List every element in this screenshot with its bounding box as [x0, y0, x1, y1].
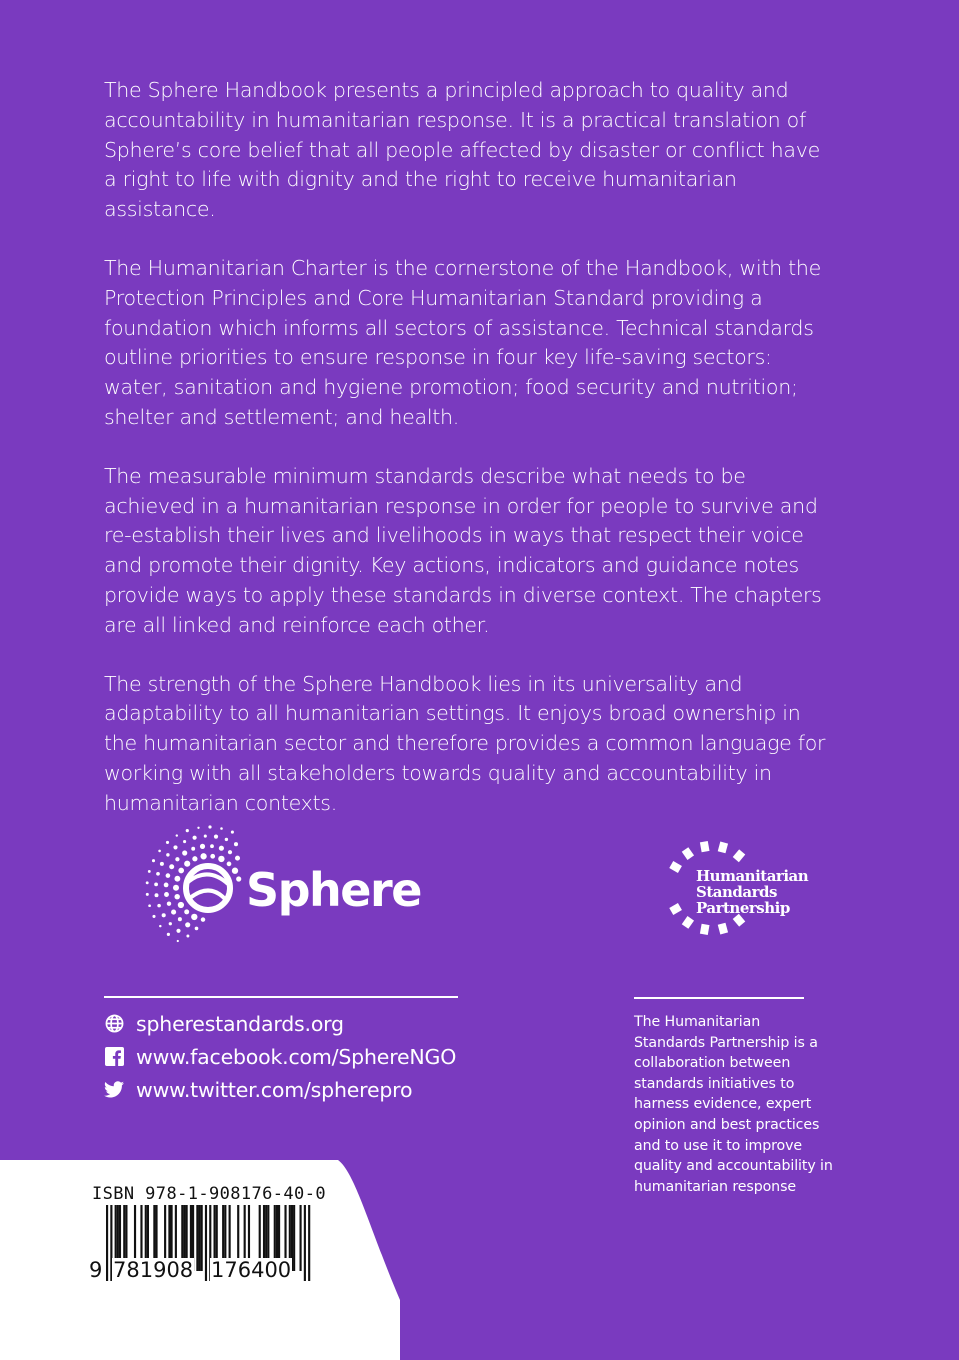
sphere-dot [227, 862, 232, 867]
sphere-dot [236, 876, 241, 881]
sphere-dot [175, 857, 179, 861]
sphere-dot [176, 834, 178, 836]
hsp-ring-mark [700, 924, 710, 935]
sphere-dot [148, 870, 151, 873]
sphere-dot [204, 835, 207, 838]
hsp-logo-line2: Standards [696, 883, 777, 901]
sphere-dot [197, 827, 199, 829]
sphere-dot [184, 861, 190, 867]
hsp-logo [664, 836, 814, 944]
sphere-globe-icon [186, 866, 230, 910]
sphere-dot [166, 873, 171, 878]
sphere-dot [214, 835, 218, 839]
barcode-bar [201, 1205, 203, 1271]
hsp-ring-mark [718, 923, 728, 935]
divider-right [634, 997, 804, 999]
paragraph-1: The Sphere Handbook presents a principled approach to quality and accountability in humanitarian response. It is a practical translation of Sphere’s core belief that all people affected by disaster or conflict have a right to life with dignity and the right to receive humanitarian assistance. [104, 78, 820, 222]
sphere-dot [148, 904, 151, 907]
sphere-dot [184, 909, 189, 914]
sphere-dot [169, 922, 172, 925]
sphere-dot [183, 840, 186, 843]
globe-icon [104, 1014, 124, 1034]
hsp-description: The Humanitarian Standards Partnership is a collaboration between standards initiatives to harness evidence, expert opinion and best practices and to use it to improve quality and accountability in humanitarian response [634, 1014, 833, 1195]
sphere-dot [210, 844, 214, 848]
isbn-digits-left: 781908 [113, 1258, 194, 1282]
barcode-bar [205, 1205, 207, 1281]
sphere-dot [219, 846, 224, 851]
hsp-logo-line1: Humanitarian [696, 867, 809, 885]
sphere-dot [152, 859, 155, 862]
barcode-bar [198, 1205, 200, 1271]
sphere-dot [178, 902, 184, 908]
sphere-dot [159, 925, 161, 927]
sphere-dot [218, 856, 224, 862]
sphere-dot [173, 845, 177, 849]
sphere-dot [195, 927, 199, 931]
hsp-ring-mark [700, 841, 710, 852]
sphere-dot [167, 933, 170, 936]
sphere-dot [176, 929, 180, 933]
sphere-dot [171, 910, 176, 915]
sphere-dot [225, 838, 228, 841]
isbn-digits-right: 176400 [211, 1258, 292, 1282]
paragraph-2: The Humanitarian Charter is the cornerstone of the Handbook, with the Protection Principles and Core Humanitarian Standard providing a foundation which informs all sectors of assistance. Technical standards outline priorities to ensure response in four key life-saving sectors: water, sanitation and hygiene promotion; food security and nutrition; shelter and settlement; and health. [104, 255, 822, 429]
sphere-wordmark: Sphere [246, 863, 421, 917]
sphere-dot [164, 892, 169, 897]
sphere-dot [156, 872, 160, 876]
sphere-dot [200, 853, 206, 859]
sphere-dot [173, 885, 179, 891]
sphere-dot [146, 893, 149, 896]
facebook-link[interactable] [104, 1040, 456, 1073]
sphere-dot [231, 831, 234, 834]
sphere-dot [220, 827, 223, 830]
sphere-dot [208, 825, 211, 828]
sphere-dot [154, 882, 158, 886]
sphere-dot [177, 940, 179, 942]
barcode-bar [308, 1205, 310, 1281]
hsp-ring-mark [733, 849, 746, 862]
barcode-bar [196, 1205, 198, 1271]
sphere-dot [146, 881, 149, 884]
sphere-dot [155, 893, 159, 897]
hsp-ring-mark [682, 847, 694, 860]
twitter-icon [104, 1080, 124, 1100]
website-link[interactable] [104, 1007, 456, 1040]
sphere-dot [235, 856, 240, 861]
sphere-dot [174, 894, 179, 899]
hsp-ring-mark [682, 916, 694, 929]
isbn-lead-digit: 9 [89, 1258, 103, 1282]
sphere-dot [232, 868, 238, 874]
sphere-dot [158, 850, 161, 853]
hsp-ring-mark [718, 842, 728, 854]
sphere-dot [160, 862, 164, 866]
facebook-link-text: www.facebook.com/SphereNGO [136, 1044, 457, 1069]
sphere-dot [191, 847, 195, 851]
website-link-text: spherestandards.org [136, 1011, 344, 1036]
sphere-dot [210, 854, 215, 859]
sphere-dot [186, 829, 189, 832]
paragraph-4: The strength of the Sphere Handbook lies in its universality and adaptability to all humanitarian settings. It enjoys broad ownership in the humanitarian sector and therefore provides a common language for working with all stakeholders towards quality and accountability in humanitarian contexts. [104, 671, 826, 815]
sphere-dot [234, 842, 238, 846]
sphere-dot [162, 913, 166, 917]
isbn-label: ISBN 978-1-908176-40-0 [92, 1184, 326, 1204]
hsp-ring-mark [669, 861, 682, 873]
barcode-bar [300, 1205, 302, 1271]
sphere-dot [186, 935, 189, 938]
sphere-dot [191, 914, 197, 920]
sphere-dot [185, 922, 190, 927]
divider-left [104, 996, 458, 998]
paragraph-3: The measurable minimum standards describe what needs to be achieved in a humanitarian response in order for people to survive and re-establish their lives and livelihoods in ways that respect their voice and promote their dignity. Key actions, indicators and guidance notes provide ways to apply these standards in diverse context. The chapters are all linked and reinforce each other. [104, 463, 822, 637]
sphere-dot [228, 850, 232, 854]
sphere-dot [152, 915, 155, 918]
barcode-bar [106, 1205, 108, 1281]
sphere-dot [174, 876, 180, 882]
sphere-dot [201, 917, 205, 921]
twitter-link-text: www.twitter.com/spherepro [136, 1077, 413, 1102]
sphere-dot [167, 901, 171, 905]
sphere-dot [157, 904, 161, 908]
sphere-dot [200, 844, 205, 849]
sphere-dot [166, 853, 169, 856]
sphere-dot [166, 841, 169, 844]
intro-text [104, 76, 834, 848]
sphere-dot [178, 917, 182, 921]
hsp-logo-line3: Partnership [696, 899, 790, 917]
sphere-dot [193, 836, 197, 840]
sphere-dot [169, 864, 174, 869]
contact-links [104, 1007, 456, 1106]
sphere-logo [140, 822, 430, 962]
barcode-bar [304, 1205, 306, 1281]
barcode-bar [293, 1205, 295, 1271]
sphere-dot [178, 868, 184, 874]
sphere-dot [182, 850, 187, 855]
hsp-ring-mark [669, 903, 682, 915]
facebook-icon [104, 1047, 124, 1067]
twitter-link[interactable] [104, 1073, 456, 1106]
sphere-dot [192, 856, 197, 861]
sphere-dot [164, 883, 169, 888]
